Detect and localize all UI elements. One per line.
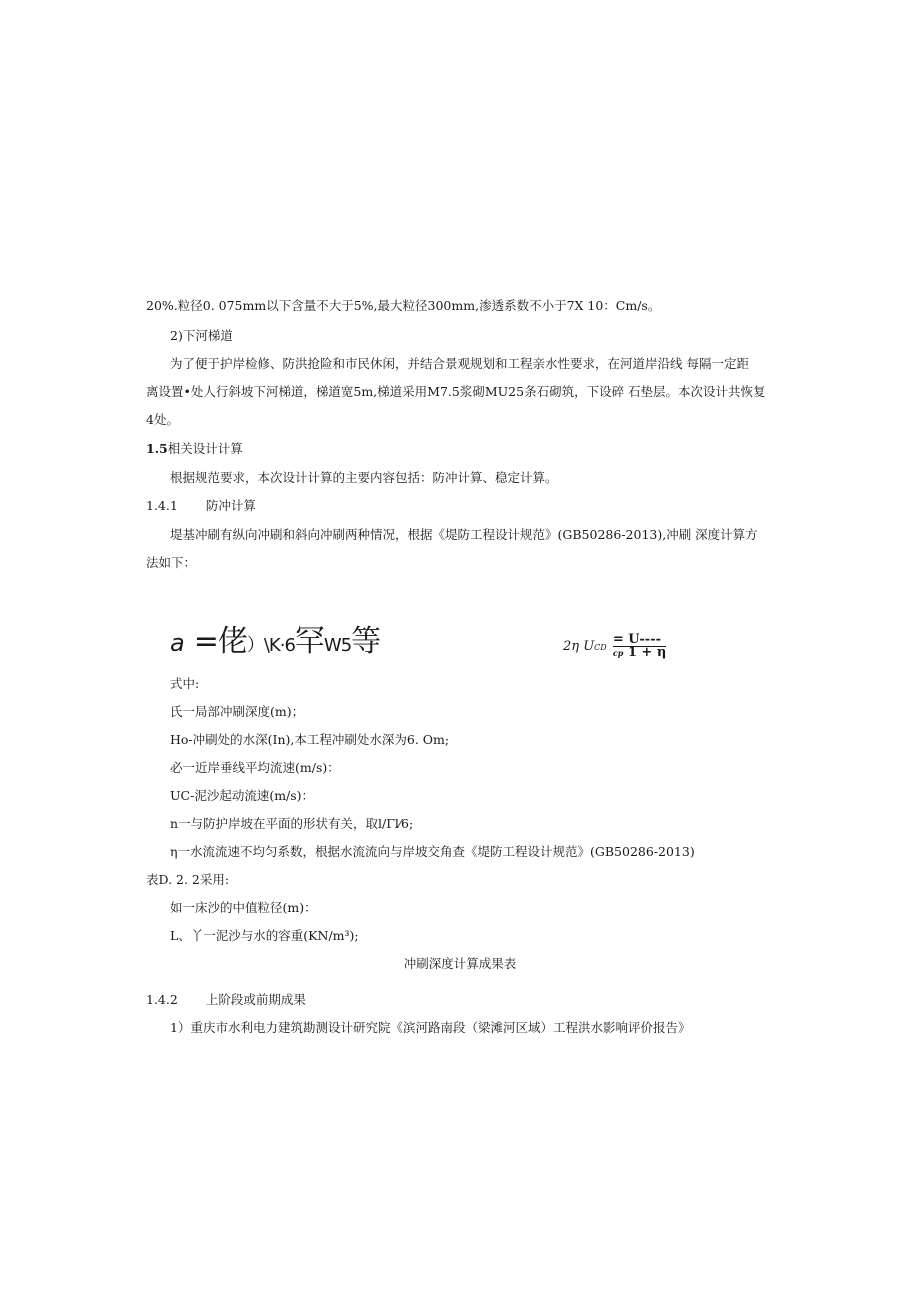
paragraph-calc-contents: 根据规范要求，本次设计计算的主要内容包括：防冲计算、稳定计算。 <box>170 470 558 485</box>
section-title: 上阶段或前期成果 <box>205 992 306 1007</box>
definition-item: 如一床沙的中值粒径(m)： <box>170 900 317 915</box>
formula-denominator: 1 + η <box>627 645 667 660</box>
definition-item: 氏一局部冲刷深度(m)； <box>170 704 305 719</box>
formula-den-sub: cp <box>612 648 624 658</box>
formula-part: 罕 <box>294 624 324 659</box>
paragraph-scour-line1: 堤基冲刷有纵向冲刷和斜向冲刷两种情况，根据《堤防工程设计规范》(GB50286-2013),冲刷 深度计算方 <box>170 527 758 542</box>
definition-item: UC-泥沙起动流速(m/s)： <box>170 788 315 803</box>
formula-sub: CD <box>594 643 607 652</box>
paragraph-scour-line2: 法如下： <box>146 555 197 570</box>
section-number: 1.5 <box>146 441 168 456</box>
formula-part: W5 <box>323 635 352 656</box>
section-heading-1-4-1 <box>146 498 256 514</box>
paragraph-steps-line1: 为了便于护岸检修、防洪抢险和市民休闲，并结合景观规划和工程亲水性要求，在河道岸沿线 每隔一定距 <box>170 356 749 371</box>
section-number: 1.4.2 <box>146 992 178 1007</box>
formula-eq: = <box>612 632 624 647</box>
formula-prefix: 2η <box>563 639 580 654</box>
formula-u: U <box>583 639 595 654</box>
paragraph-steps-line2: 离设置•处人行斜坡下河梯道，梯道宽5m,梯道采用M7.5浆砌MU25条石砌筑，下设碎 石垫层。本次设计共恢复 <box>146 384 766 399</box>
definition-item: n一与防护岸坡在平面的形状有关，取l/Γl⁄6; <box>170 816 414 831</box>
section-heading-1-5 <box>146 441 243 457</box>
section-title: 相关设计计算 <box>167 441 243 456</box>
formula-fraction <box>613 634 666 659</box>
subheading-river-steps: 2)下河梯道 <box>170 328 233 343</box>
formula-part: =佬 <box>193 624 247 659</box>
definition-item: L、丫一泥沙与水的容重(KN/m³); <box>170 928 359 943</box>
definition-item: Ho-冲刷处的水深(In),本工程冲刷处水深为6. Om; <box>170 732 450 747</box>
formula-part: 等 <box>351 624 381 659</box>
formula-part: ）\K·6 <box>246 635 295 656</box>
paragraph-steps-line3: 4处。 <box>146 412 179 427</box>
formula-numerator: U---- <box>628 632 661 647</box>
formula-symbol: a <box>170 629 184 657</box>
section-heading-1-4-2 <box>146 992 306 1008</box>
definition-item: η一水流流速不均匀系数，根据水流流向与岸坡交角查《堤防工程设计规范》(GB50286-2013) <box>170 844 695 859</box>
section-title: 防冲计算 <box>205 498 256 513</box>
section-number: 1.4.1 <box>146 498 178 513</box>
scour-depth-formula <box>170 622 380 666</box>
reference-item: 1）重庆市水利电力建筑勘测设计研究院《滨河路南段（梁滩河区域）工程洪水影响评价报告》 <box>170 1020 691 1035</box>
definition-intro: 式中: <box>170 676 200 691</box>
definition-item-continued: 表D. 2. 2采用: <box>146 872 230 887</box>
velocity-formula <box>563 634 666 659</box>
table-caption: 冲刷深度计算成果表 <box>403 956 517 971</box>
paragraph-permeability: 20%.粒径0. 075mm以下含量不大于5%,最大粒径300mm,渗透系数不小于7X 10：Cm/s。 <box>146 298 661 313</box>
definition-item: 必一近岸垂线平均流速(m/s)： <box>170 760 340 775</box>
